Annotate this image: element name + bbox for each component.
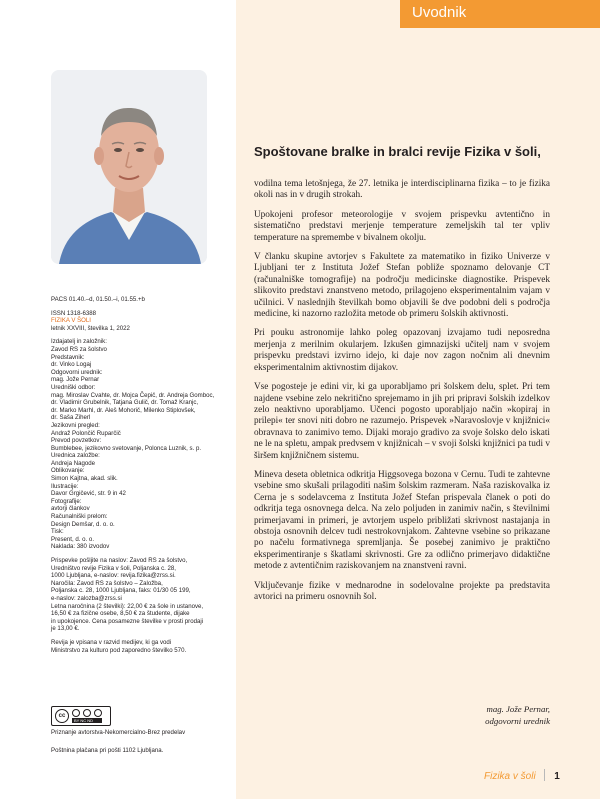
editorial-body xyxy=(254,179,550,611)
credit-line: mag. Miroslav Cvahte, dr. Mojca Čepič, dr. Andreja Gomboc, xyxy=(51,391,215,399)
cc-icon: cc xyxy=(55,709,69,723)
section-tab xyxy=(400,0,600,28)
credit-line: Jezikovni pregled: xyxy=(51,421,100,429)
footer-journal-word2: v šoli xyxy=(512,771,536,782)
paragraph: Pri pouku astronomije lahko poleg opazovanj izvajamo tudi neposredna merjenja z merilnim okularjem. Izkušen gimnazijski učitelj nam v svojem prispevku predstavi izvirno idejo, ki daje nov zagon nočnim ali dnevnim eksperimentalnim aktivnostim dijakov. xyxy=(254,328,550,373)
pacs-codes: PACS 01.40.–d, 01.50.–i, 01.55.+b xyxy=(51,296,145,303)
page-footer xyxy=(484,769,560,782)
by-icon xyxy=(72,709,80,717)
nc-icon xyxy=(83,709,91,717)
contact-line: Prispevke pošljite na naslov: Zavod RS za šolstvo, xyxy=(51,557,188,564)
contact-line: Naročila: Zavod RS za šolstvo – Založba, xyxy=(51,579,163,587)
credit-line: dr. Marko Marhl, dr. Aleš Mohorič, Milenko Stiplovšek, xyxy=(51,406,196,414)
postage-note: Poštnina plačana pri pošti 1102 Ljubljana. xyxy=(51,747,164,754)
paragraph: V članku skupine avtorjev s Fakultete za matematiko in fiziko Univerze v Ljubljani ter z Instituta Jožef Stefan pobliže spoznamo delovanje CT (računalniške tomografije) na področju medicinske diagnostike. Prispevek slikovito predstavi znanstveno metodo, prilagojeno eksperimentalnim vajam v učilnici. V naslednjih številkah bomo objavili še dve podobni deli s področja medicine, ki nazorno razložita metode ob primeru šolskih aktivnosti. xyxy=(254,252,550,320)
credit-line: Present, d. o. o. xyxy=(51,535,95,543)
credit-line: Zavod RS za šolstvo xyxy=(51,345,107,353)
volume-info: letnik XXVIII, številka 1, 2022 xyxy=(51,324,130,332)
credit-line: Andreja Nagode xyxy=(51,459,96,467)
credit-line: Računalniški prelom: xyxy=(51,513,108,521)
credit-line: Andraž Polončič Ruparčič xyxy=(51,429,121,437)
credit-line: dr. Saša Ziherl xyxy=(51,414,91,422)
editor-photo xyxy=(51,70,207,264)
journal-name: FIZIKA V ŠOLI xyxy=(51,317,91,325)
signature xyxy=(420,703,550,727)
page-number: 1 xyxy=(554,771,560,782)
paragraph: vodilna tema letošnjega, že 27. letnika je interdisciplinarna fizika – to je fizika okoli nas in v drugih strokah. xyxy=(254,179,550,201)
credit-line: Simon Kajtna, akad. slik. xyxy=(51,475,118,483)
contact-line: Letna naročnina (2 številki): 22,00 € za šole in ustanove, xyxy=(51,602,204,610)
credit-line: Prevod povzetkov: xyxy=(51,437,102,445)
credit-line: mag. Jože Pernar xyxy=(51,376,100,384)
credit-line: Tisk: xyxy=(51,528,64,536)
credit-line: Bumblebee, jezikovno svetovanje, Polonca Luznik, s. p. xyxy=(51,444,202,452)
credits-list xyxy=(51,338,236,551)
cc-labels: BY NC ND xyxy=(72,718,102,723)
credit-line: Design Demšar, d. o. o. xyxy=(51,520,115,528)
signature-name: mag. Jože Pernar, xyxy=(486,704,550,714)
credit-line: Davor Grgičević, str. 9 in 42 xyxy=(51,490,126,498)
creative-commons-badge xyxy=(51,706,111,726)
registry-line: Ministrstvo za kulturo pod zaporedno številko 570. xyxy=(51,646,187,654)
credit-line: avtorji člankov xyxy=(51,505,90,513)
paragraph: Vse pogosteje je edini vir, ki ga uporabljamo pri šolskem delu, splet. Pri tem najdene vsebine zelo nekritično sprejemamo in jih pri pripravi šolskih izdelkov zelo neaktivno uporabljamo. Učenci pogosto uporabljajo način »kopiraj in prilepi« ter snovi niti dobro ne razumejo. Prispevek »Naravoslovje v knjižnici« obravnava to zanimivo temo. Dijaki morajo gradivo za svoje šolsko delo iskati ne le na spletu, ampak predvsem v knjižnicah – v svoji šolski knjižnici pa tudi v širšem knjižničnem sistemu. xyxy=(254,382,550,461)
contact-line: Poljanska c. 28, 1000 Ljubljana, faks: 01/30 05 199, xyxy=(51,587,191,595)
footer-divider xyxy=(544,769,545,781)
contact-line: Uredništvo revije Fizika v šoli, Poljanska c. 28, xyxy=(51,564,176,572)
credit-line: Odgovorni urednik: xyxy=(51,368,103,376)
credit-line: Predstavnik: xyxy=(51,353,85,361)
credit-line: dr. Vladimir Grubelnik, Tatjana Gulič, dr. Tomaž Kranjc, xyxy=(51,399,199,407)
credit-line: Naklada: 380 izvodov xyxy=(51,543,110,551)
issn: ISSN 1318-6388 xyxy=(51,309,97,317)
credit-line: Uredniški odbor: xyxy=(51,383,96,391)
license-text: Priznanje avtorstva-Nekomercialno-Brez predelav xyxy=(51,729,186,736)
nd-icon xyxy=(94,709,102,717)
colophon xyxy=(51,296,236,660)
contact-line: e-naslov: zalozba@zrss.si xyxy=(51,594,122,602)
credit-line: Oblikovanje: xyxy=(51,467,85,475)
credit-line: Izdajatelj in založnik: xyxy=(51,338,107,346)
registry-info xyxy=(51,639,236,654)
credit-line: dr. Vinko Logaj xyxy=(51,361,92,369)
contact-line: 16,50 € za fizične osebe, 8,50 € za študente, dijake xyxy=(51,610,190,618)
paragraph: Mineva deseta obletnica odkritja Higgsovega bozona v Cernu. Tudi te zahtevne vsebine smo skušali prilagoditi našim šolskim razmeram. Naša raziskovalka iz Cerna je s sodelavcema z Instituta Jožef Stefan prispevala članek o poti do odkritja tega osnovnega delca. Na zelo poljuden in zanimiv način, s številnimi primerjavami in primeri, je avtorjem uspelo približati skrivnost nastajanja in obstoja osnovnih delcev tudi nestrokovnjakom. Zahtevne vsebine so prikazane po načelu formativnega spremljanja. Še posebej zanimivo je praktično eksperimentiranje s škatlami skrivnosti. Gre za odlično primerjavo didaktične metode z avtentičnim raziskovanjem na znanstveni ravni. xyxy=(254,469,550,572)
signature-role: odgovorni urednik xyxy=(485,716,550,726)
contact-line: in upokojence. Cena posamezne številke v prosti prodaji xyxy=(51,617,204,625)
contact-info xyxy=(51,557,236,633)
contact-line: 1000 Ljubljana, e-naslov: revija.fizika@zrss.si. xyxy=(51,572,176,580)
registry-line: Revija je vpisana v razvid medijev, ki ga vodi xyxy=(51,638,172,646)
footer-journal-word1: Fizika xyxy=(484,771,511,782)
paragraph: Vključevanje fizike v mednarodne in sodelovalne projekte pa predstavita avtorici na primeru osnovnih šol. xyxy=(254,580,550,602)
paragraph: Upokojeni profesor meteorologije v svojem prispevku avtentično in sistematično predstavi merjenje temperature zemeljskih tal ter vpliv temperature na spremembe v bivalnem okolju. xyxy=(254,209,550,243)
contact-line: je 13,00 €. xyxy=(51,625,80,633)
credit-line: Urednica založbe: xyxy=(51,452,100,460)
credit-line: Ilustracije: xyxy=(51,482,79,490)
editorial-heading: Spoštovane bralke in bralci revije Fizika v šoli, xyxy=(254,144,541,159)
credit-line: Fotografije: xyxy=(51,497,82,505)
section-label: Uvodnik xyxy=(412,4,467,21)
